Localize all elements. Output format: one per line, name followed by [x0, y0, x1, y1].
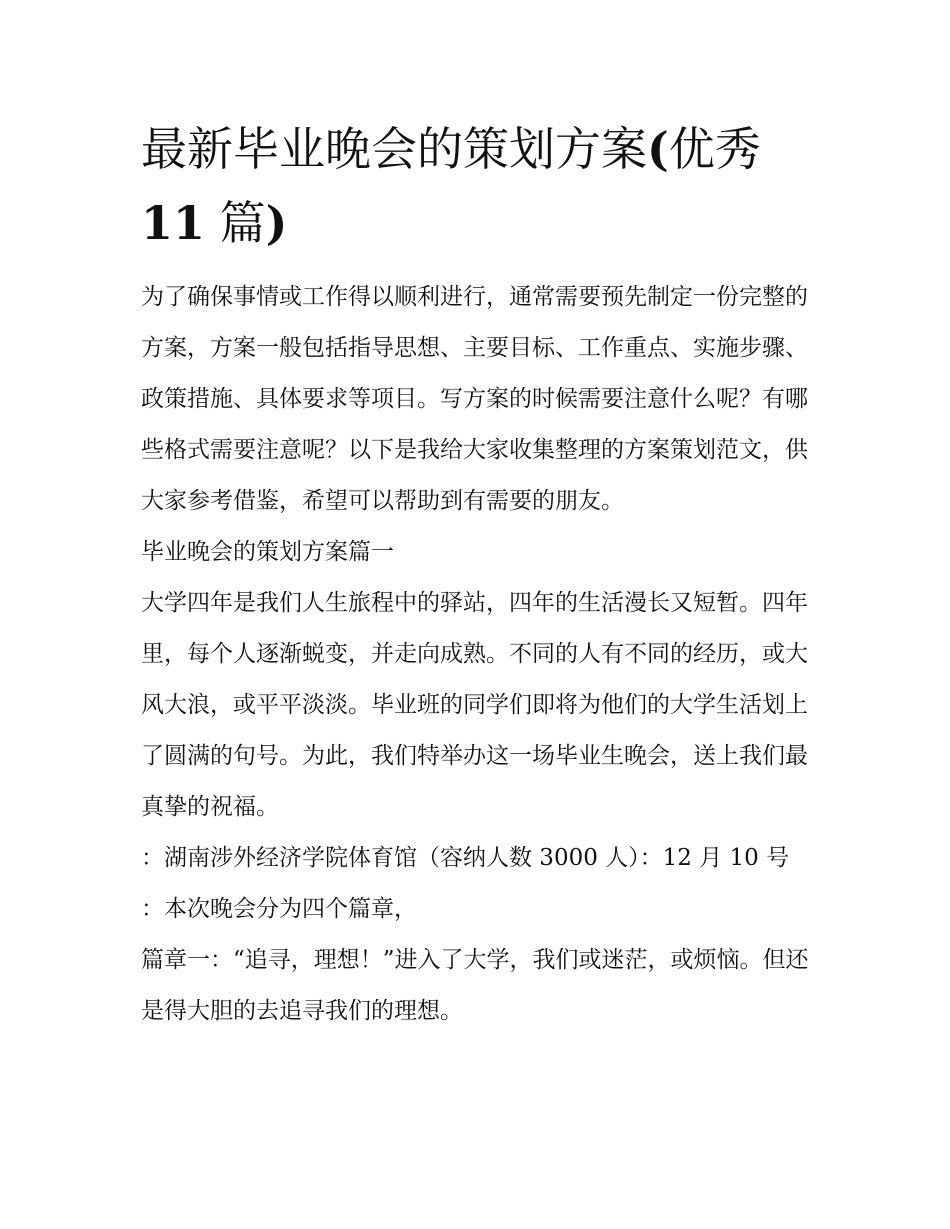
title-number: 11 [141, 196, 206, 250]
title-open-paren: ( [647, 122, 669, 176]
title-suffix-1: 优秀 [668, 122, 761, 176]
venue-date-line: ：湖南涉外经济学院体育馆（容纳人数 3000 人）：12 月 10 号 [141, 845, 790, 871]
document-title [141, 112, 813, 260]
document-content [141, 112, 813, 1037]
program-intro-line: ：本次晚会分为四个篇章， [141, 896, 417, 922]
title-close-paren: ) [265, 196, 288, 250]
section-heading-1: 毕业晚会的策划方案篇一 [141, 539, 394, 565]
chapter-1-paragraph: 篇章一：“追寻，理想！”进入了大学，我们或迷茫，或烦恼。但还是得大胆的去追寻我们的理想。 [141, 947, 809, 1024]
section-1-paragraph: 大学四年是我们人生旅程中的驿站，四年的生活漫长又短暂。四年里，每个人逐渐蜕变，并走向成熟。不同的人有不同的经历，或大风大浪，或平平淡淡。毕业班的同学们即将为他们的大学生活划上了圆满的句号。为此，我们特举办这一场毕业生晚会，送上我们最真挚的祝福。 [141, 590, 808, 820]
intro-paragraph: 为了确保事情或工作得以顺利进行，通常需要预先制定一份完整的方案，方案一般包括指导思想、主要目标、工作重点、实施步骤、政策措施、具体要求等项目。写方案的时候需要注意什么呢？有哪些格式需要注意呢？以下是我给大家收集整理的方案策划范文，供大家参考借鉴，希望可以帮助到有需要的朋友。 [141, 284, 808, 514]
title-main: 最新毕业晚会的策划方案 [141, 122, 647, 176]
title-suffix-2: 篇 [205, 196, 266, 250]
